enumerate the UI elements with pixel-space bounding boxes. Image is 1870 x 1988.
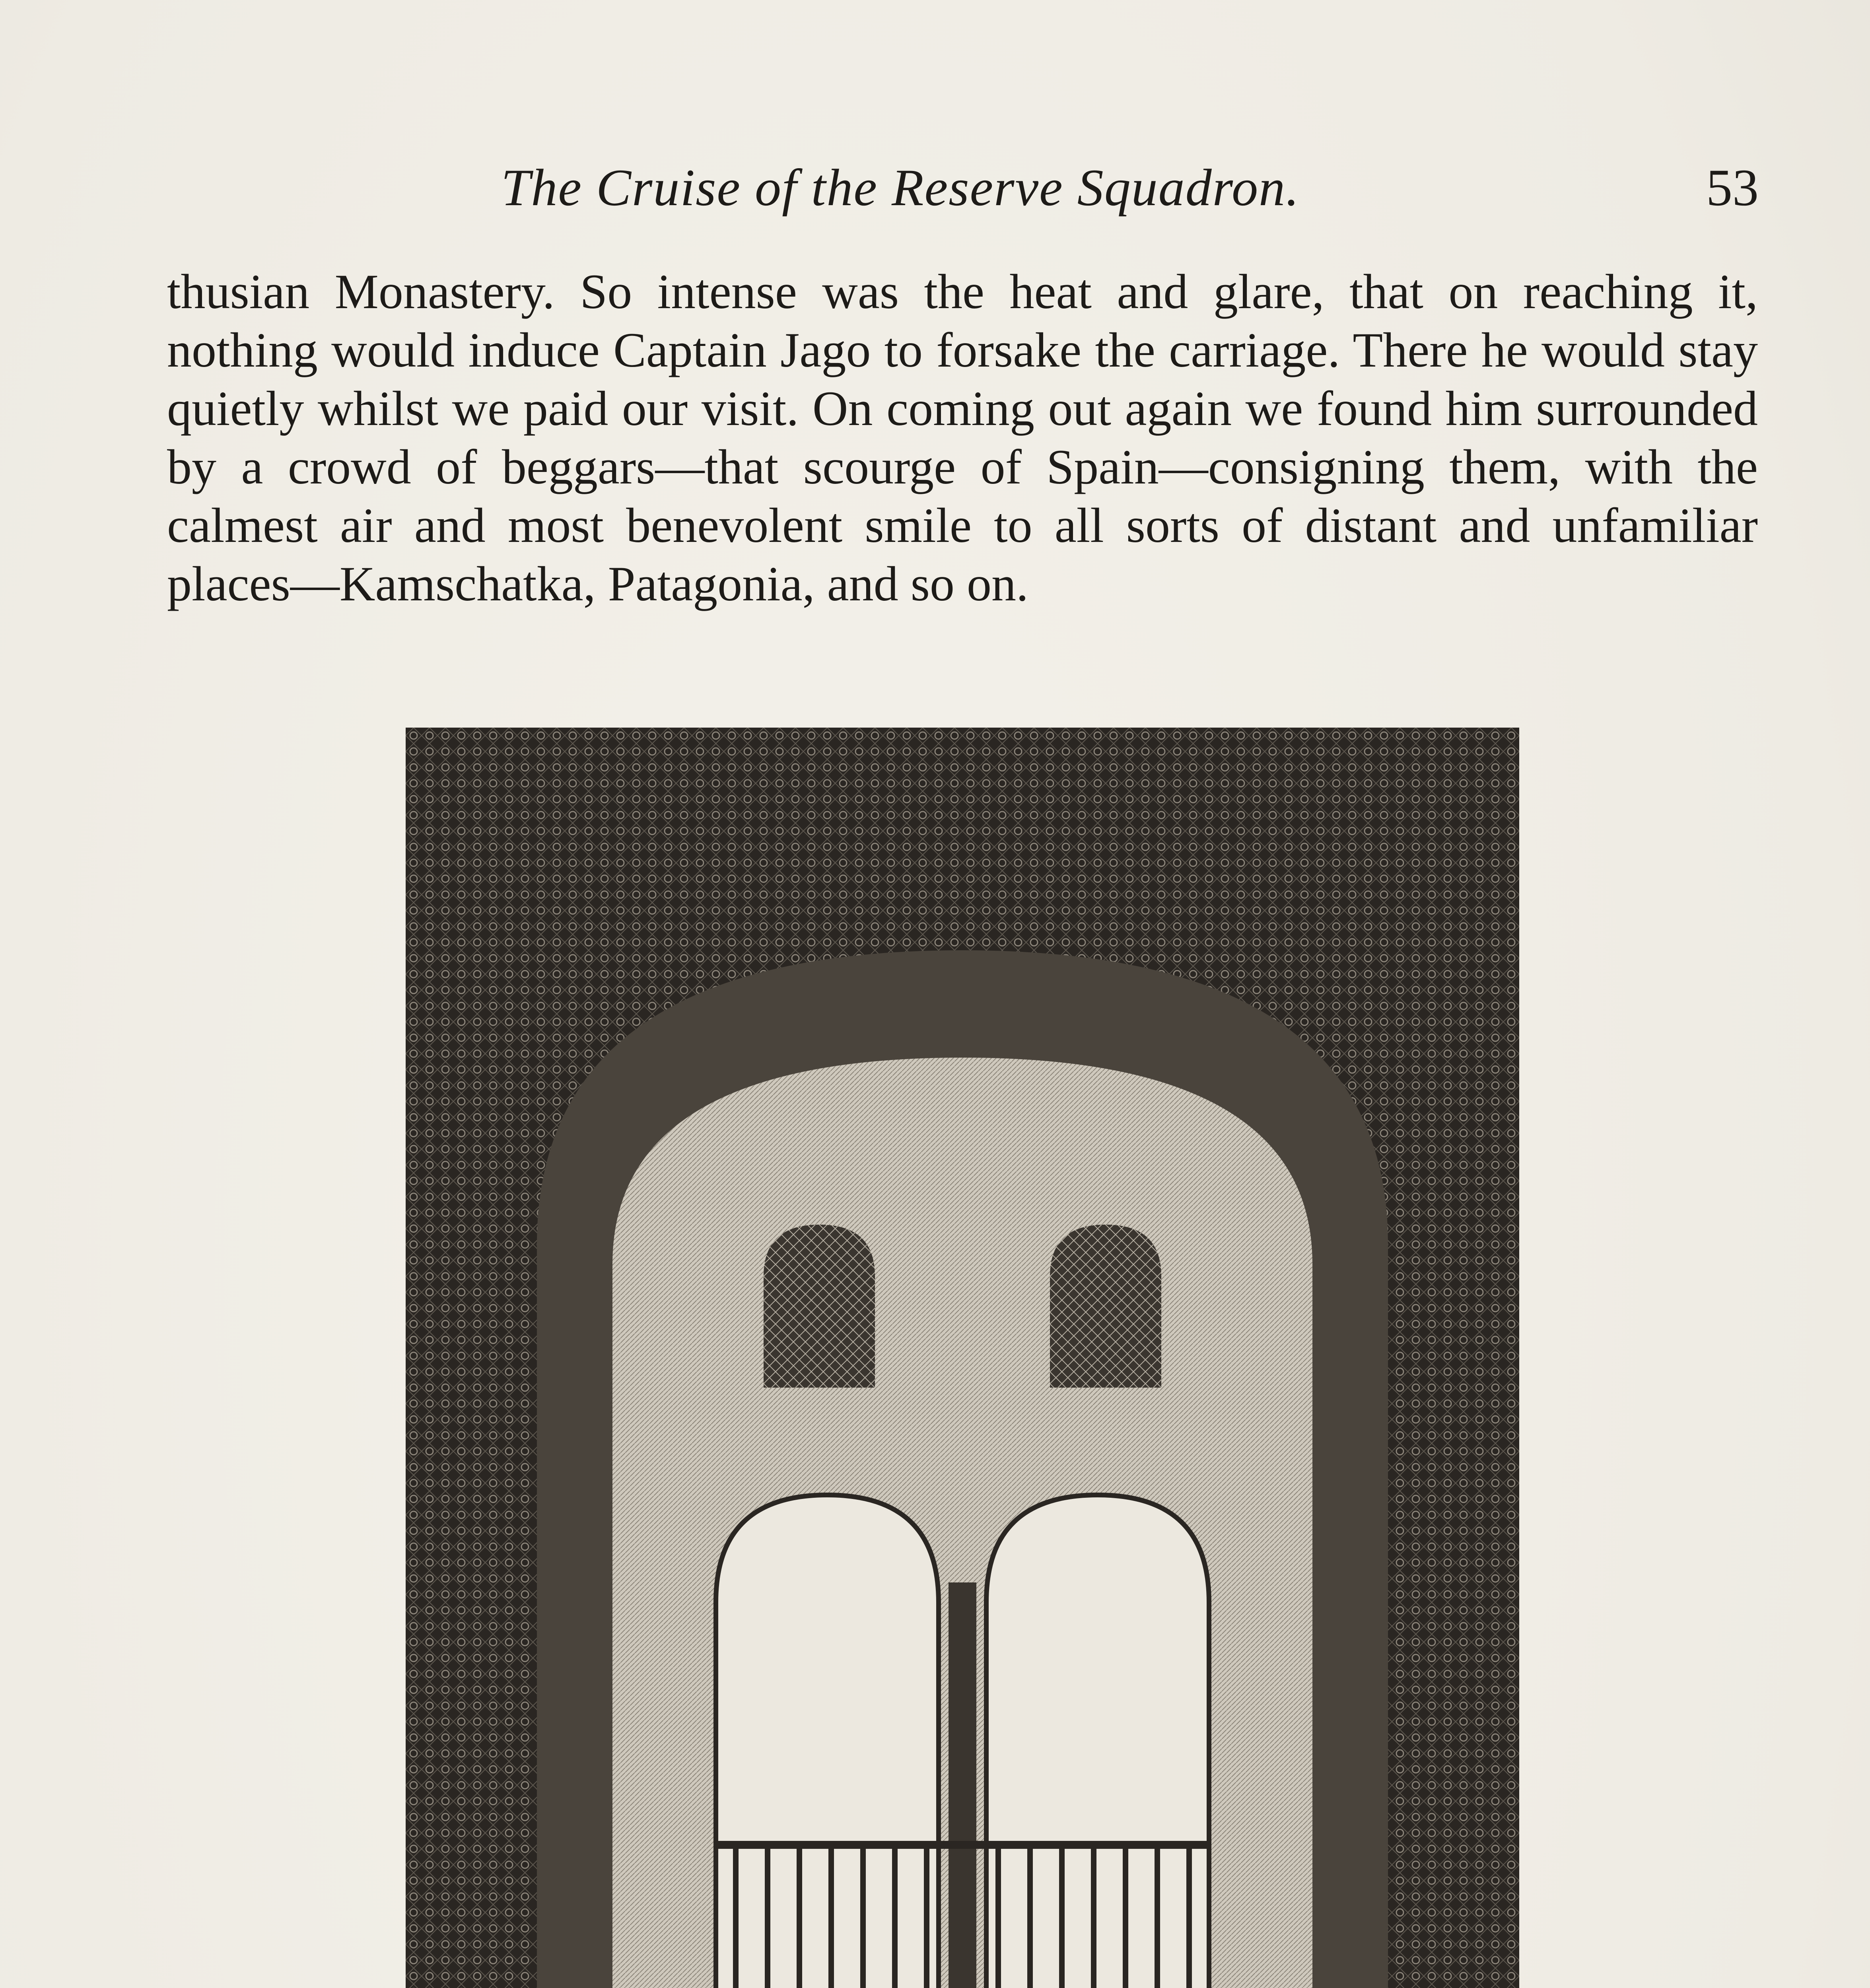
running-title: The Cruise of the Reserve Squadron. xyxy=(501,158,1300,217)
paragraph: thusian Monastery. So intense was the heat and glare, that on reaching it, nothing would induce Captain Jago to forsake the carriage. There he would stay quietly whilst we paid our visit. On coming out again we found him surrounded by a crowd of beggars—that scourge of Spain—consigning them, with the calmest air and most benevolent smile to all sorts of distant and unfamiliar places—Kamschatka, Patagonia, and so on. xyxy=(167,264,1758,611)
engraving-illustration xyxy=(406,728,1519,1988)
page-number: 53 xyxy=(1706,158,1759,217)
